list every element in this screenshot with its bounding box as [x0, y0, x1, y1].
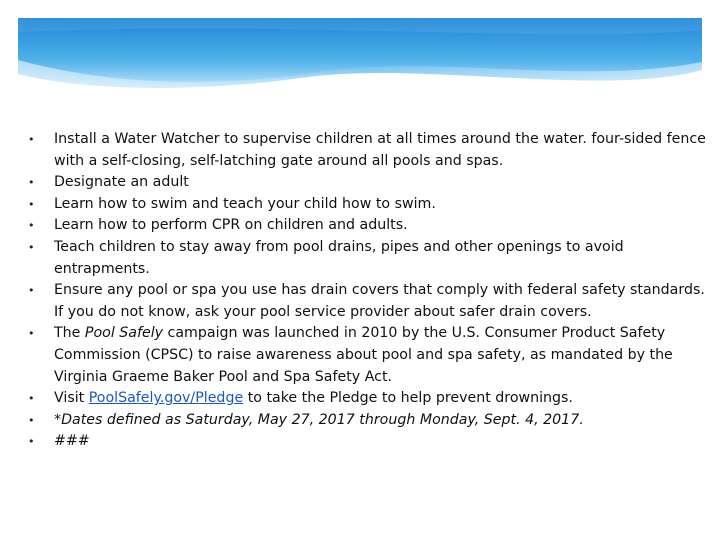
bullet-marker: • [28, 435, 35, 449]
bullet-text: Ensure any pool or spa you use has drain covers that comply with federal safety standards. If you do not know, ask your pool service provider about safer drain covers. [54, 282, 705, 320]
bullet-marker: • [28, 284, 35, 298]
dates-footnote: *Dates defined as Saturday, May 27, 2017 through Monday, Sept. 4, 2017. [54, 411, 584, 428]
list-item [28, 280, 708, 323]
bullet-text: Teach children to stay away from pool drains, pipes and other openings to avoid entrapments. [54, 238, 624, 277]
bullet-text-pre: The [54, 325, 85, 342]
list-item [28, 410, 708, 432]
header-wave-banner [0, 0, 720, 110]
bullet-marker: • [28, 413, 35, 427]
bullet-text: Designate an adult [54, 174, 189, 191]
bullet-marker: • [28, 133, 35, 146]
bullet-marker: • [28, 219, 35, 233]
end-mark: ### [54, 433, 90, 450]
bullet-marker: • [28, 327, 35, 341]
bullet-list [28, 129, 708, 453]
list-item [28, 237, 708, 280]
bullet-marker: • [28, 176, 35, 190]
list-item [28, 388, 708, 410]
bullet-marker: • [28, 240, 35, 254]
list-item [28, 172, 708, 194]
list-item [28, 129, 708, 172]
list-item [28, 194, 708, 216]
bullet-text-post: campaign was launched in 2010 by the U.S. Consumer Product Safety Commission (CPSC) to raise awareness about pool and spa safety, as mandated by the Virginia Graeme Baker Pool and Spa Safety Act. [54, 325, 673, 385]
bullet-marker: • [28, 197, 35, 211]
bullet-text-post: to take the Pledge to help prevent drownings. [243, 390, 573, 407]
pledge-link[interactable]: PoolSafely.gov/Pledge [88, 390, 244, 407]
list-item [28, 431, 708, 453]
bullet-text: Learn how to swim and teach your child how to swim. [54, 195, 436, 212]
bullet-text: Install a Water Watcher to supervise children at all times around the water. four-sided fence with a self-closing, self-latching gate around all pools and spas. [54, 131, 706, 169]
list-item [28, 323, 708, 388]
bullet-text-pre: Visit [54, 390, 89, 407]
bullet-text: Learn how to perform CPR on children and adults. [54, 217, 408, 234]
campaign-name: Pool Safely [84, 325, 164, 342]
list-item [28, 215, 708, 237]
bullet-marker: • [28, 392, 35, 406]
